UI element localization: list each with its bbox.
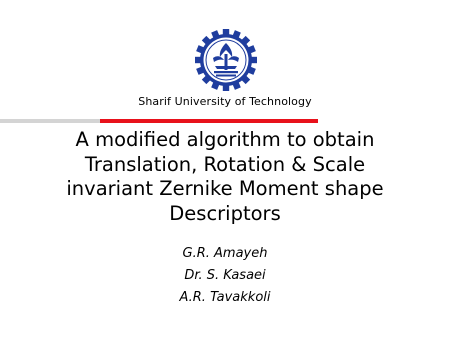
author-name: G.R. Amayeh — [182, 246, 268, 261]
university-name: Sharif University of Technology — [138, 95, 312, 108]
title-line: invariant Zernike Moment shape — [66, 177, 384, 200]
slide-title — [20, 128, 430, 226]
title-line: Descriptors — [169, 201, 281, 225]
title-line: A modified algorithm to obtain — [75, 128, 375, 151]
university-seal-icon — [191, 28, 261, 92]
title-line: Translation, Rotation & Scale — [84, 152, 366, 176]
author-name: Dr. S. Kasaei — [184, 268, 266, 283]
author-name: A.R. Tavakkoli — [179, 290, 271, 305]
author-list — [120, 243, 330, 309]
divider-gray — [0, 119, 100, 123]
divider-red — [100, 119, 318, 123]
